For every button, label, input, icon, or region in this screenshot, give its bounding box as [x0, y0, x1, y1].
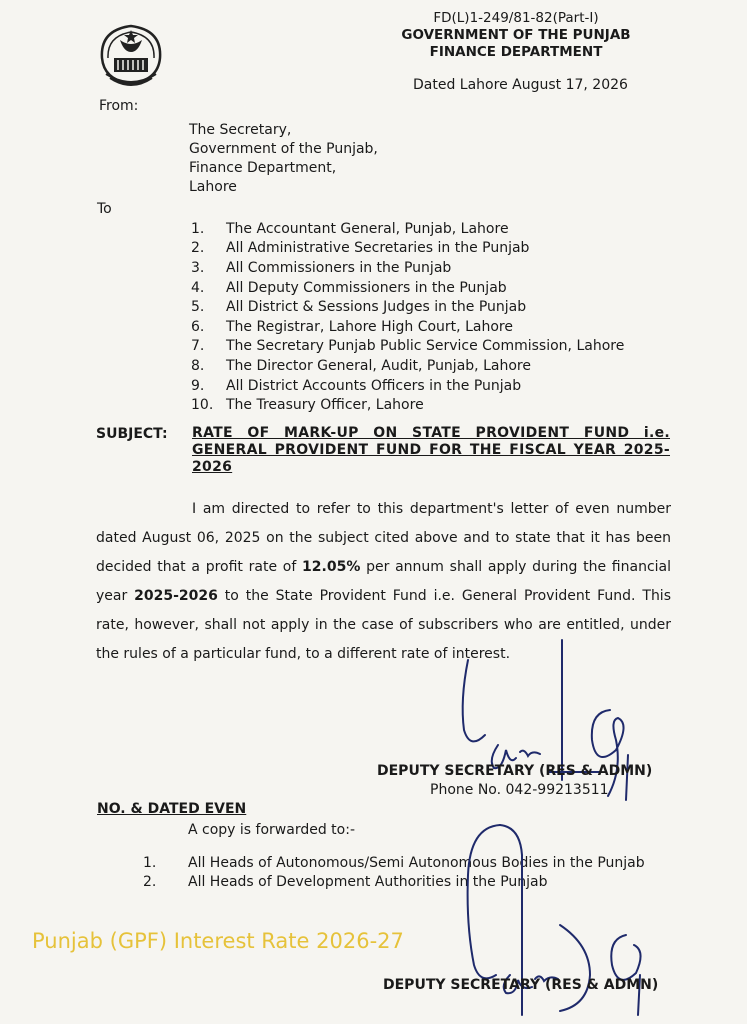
recipient-list — [191, 219, 624, 415]
watermark-caption: Punjab (GPF) Interest Rate 2026-27 — [32, 929, 404, 953]
from-line: The Secretary, — [189, 122, 292, 138]
list-item: 9. All District Accounts Officers in the Punjab — [191, 377, 522, 394]
signatory-title: DEPUTY SECRETARY (RES & ADMN) — [377, 763, 653, 779]
list-item: 8. The Director General, Audit, Punjab, Lahore — [191, 357, 531, 374]
to-label: To — [97, 201, 112, 217]
list-item: 4. All Deputy Commissioners in the Punjab — [191, 279, 507, 296]
punjab-emblem-logo — [92, 18, 170, 90]
body-paragraph: I am directed to refer to this department's letter of even number dated August 06, 2025 on the subject cited above and to state that it has been decided that a profit rate of 12.05% per annum shall apply during the financial year 2025-2026 to the State Provident Fund i.e. General Provident Fund. This rate, however, shall not apply in the case of subscribers who are entitled, under the rules of a particular fund, to a different rate of interest. — [96, 501, 671, 662]
department-name: FINANCE DEPARTMENT — [429, 44, 603, 60]
subject-text: RATE OF MARK-UP ON STATE PROVIDENT FUND i.e. GENERAL PROVIDENT FUND FOR THE FISCAL YEAR 2025-2026 — [192, 425, 670, 475]
endorsement-heading: NO. & DATED EVEN — [97, 801, 247, 817]
from-label: From: — [99, 98, 139, 114]
list-item: 1. The Accountant General, Punjab, Lahore — [191, 220, 509, 237]
from-address — [189, 121, 378, 197]
list-item: 6. The Registrar, Lahore High Court, Lahore — [191, 318, 513, 335]
financial-year: 2025-2026 — [134, 588, 218, 604]
phone-number: Phone No. 042-99213511 — [430, 782, 609, 798]
letter-date: Dated Lahore August 17, 2026 — [413, 77, 628, 93]
list-item: 10. The Treasury Officer, Lahore — [191, 397, 424, 414]
list-item: 1. All Heads of Autonomous/Semi Autonomous Bodies in the Punjab — [143, 854, 645, 871]
list-item: 2. All Heads of Development Authorities in the Punjab — [143, 873, 548, 890]
reference-number: FD(L)1-249/81-82(Part-I) — [433, 10, 599, 26]
list-item: 7. The Secretary Punjab Public Service Commission, Lahore — [191, 338, 625, 355]
signatory-title: DEPUTY SECRETARY (RES & ADMN) — [383, 977, 659, 993]
list-item: 5. All District & Sessions Judges in the Punjab — [191, 299, 527, 316]
from-line: Finance Department, — [189, 160, 337, 176]
list-item: 2. All Administrative Secretaries in the Punjab — [191, 240, 530, 257]
from-line: Government of the Punjab, — [189, 141, 378, 157]
list-item: 3. All Commissioners in the Punjab — [191, 259, 452, 276]
copy-forwarded-intro: A copy is forwarded to:- — [188, 822, 355, 838]
subject-label: SUBJECT: — [96, 426, 168, 442]
profit-rate: 12.05% — [302, 559, 361, 575]
from-line: Lahore — [189, 179, 237, 195]
letterhead — [396, 10, 636, 61]
government-name: GOVERNMENT OF THE PUNJAB — [401, 27, 631, 43]
